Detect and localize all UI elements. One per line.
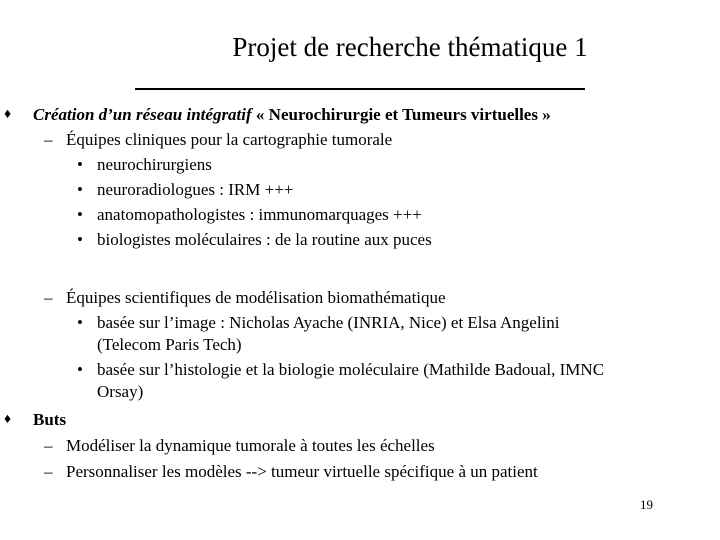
section-heading-buts: Buts (33, 410, 67, 429)
list-item: basée sur l’image : Nicholas Ayache (INRIA, Nice) et Elsa Angelini (97, 313, 560, 332)
section-heading-reseau (33, 104, 551, 126)
sub-item: Modéliser la dynamique tumorale à toutes les échelles (66, 436, 435, 455)
list-item: basée sur l’histologie et la biologie moléculaire (Mathilde Badoual, IMNC (97, 360, 605, 379)
list-item: biologistes moléculaires : de la routine aux puces (97, 230, 432, 249)
sub-item: Personnaliser les modèles --> tumeur virtuelle spécifique à un patient (66, 462, 538, 481)
list-item-continuation: (Telecom Paris Tech) (97, 335, 242, 354)
dash-bullet-icon: – (44, 130, 53, 149)
sub-item-equipes-cliniques: Équipes cliniques pour la cartographie tumorale (66, 130, 393, 149)
dash-bullet-icon: – (44, 288, 53, 307)
title-underline (135, 88, 585, 90)
list-item: neurochirurgiens (97, 155, 212, 174)
list-item: neuroradiologues : IRM +++ (97, 180, 294, 199)
slide-title: Projet de recherche thématique 1 (232, 32, 588, 62)
dot-bullet-icon: • (77, 155, 83, 174)
dot-bullet-icon: • (77, 180, 83, 199)
page-number: 19 (640, 497, 653, 512)
list-item: anatomopathologistes : immunomarquages +++ (97, 205, 422, 224)
dot-bullet-icon: • (77, 313, 83, 332)
section-heading-italic: Création d’un réseau intégratif (33, 105, 252, 124)
dash-bullet-icon: – (44, 462, 53, 481)
dash-bullet-icon: – (44, 436, 53, 455)
diamond-bullet-icon: ♦ (4, 412, 12, 427)
dot-bullet-icon: • (77, 230, 83, 249)
dot-bullet-icon: • (77, 360, 83, 379)
list-item-continuation: Orsay) (97, 382, 144, 401)
diamond-bullet-icon: ♦ (4, 107, 12, 122)
section-heading-rest: « Neurochirurgie et Tumeurs virtuelles » (251, 105, 551, 124)
sub-item-equipes-scientifiques: Équipes scientifiques de modélisation biomathématique (66, 288, 446, 307)
dot-bullet-icon: • (77, 205, 83, 224)
